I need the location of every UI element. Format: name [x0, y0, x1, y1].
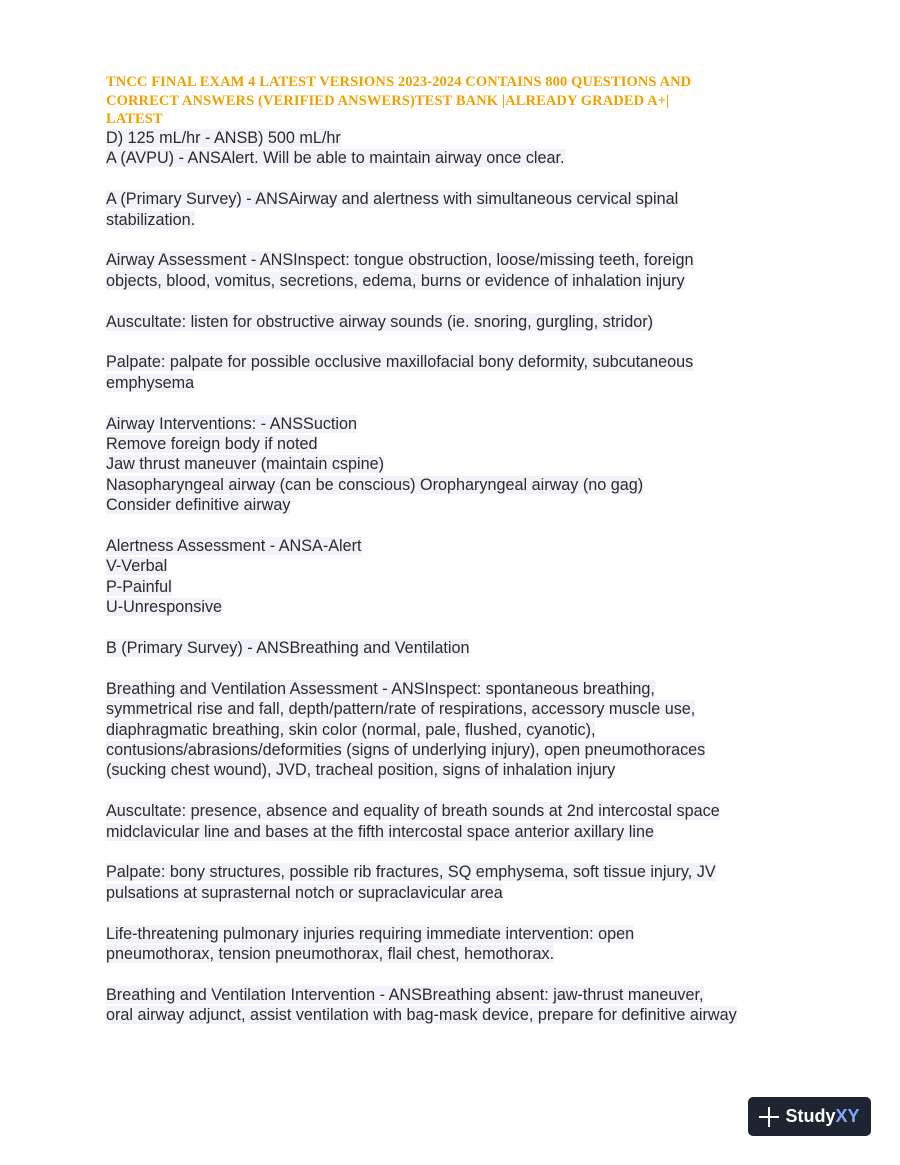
text-line: B (Primary Survey) - ANSBreathing and Ventilation: [106, 639, 470, 658]
text-line: A (AVPU) - ANSAlert. Will be able to maintain airway once clear.: [106, 149, 565, 168]
line-wrapper: [106, 312, 846, 332]
text-line: Life-threatening pulmonary injuries requiring immediate intervention: open: [106, 924, 635, 943]
text-line: Airway Assessment - ANSInspect: tongue obstruction, loose/missing teeth, foreign: [106, 251, 694, 270]
text-line: Palpate: bony structures, possible rib fractures, SQ emphysema, soft tissue injury, JV: [106, 863, 716, 882]
line-wrapper: [106, 454, 846, 474]
text-line: D) 125 mL/hr - ANSB) 500 mL/hr: [106, 129, 341, 147]
line-wrapper: [106, 189, 846, 209]
line-wrapper: [106, 760, 846, 780]
text-line: pulsations at suprasternal notch or supraclavicular area: [106, 883, 503, 902]
document-title: [106, 73, 806, 129]
text-line: stabilization.: [106, 210, 196, 229]
line-wrapper: [106, 1005, 846, 1025]
text-line: Consider definitive airway: [106, 496, 291, 515]
title-line: CORRECT ANSWERS (VERIFIED ANSWERS)TEST BANK |ALREADY GRADED A+|: [106, 92, 670, 109]
paragraph: [106, 189, 846, 230]
text-line: contusions/abrasions/deformities (signs of underlying injury), open pneumothoraces: [106, 741, 706, 760]
text-line: Breathing and Ventilation Intervention - ANSBreathing absent: jaw-thrust maneuver,: [106, 985, 704, 1004]
text-line: emphysema: [106, 373, 195, 392]
line-wrapper: [106, 740, 846, 760]
paragraph: [106, 801, 846, 842]
line-wrapper: [106, 679, 846, 699]
plus-icon: [759, 1107, 779, 1127]
text-line: Jaw thrust maneuver (maintain cspine): [106, 455, 385, 474]
studyxy-badge[interactable]: [748, 1097, 871, 1136]
text-line: Alertness Assessment - ANSA-Alert: [106, 537, 362, 556]
line-wrapper: [106, 210, 846, 230]
line-wrapper: [106, 720, 846, 740]
text-line: pneumothorax, tension pneumothorax, flail chest, hemothorax.: [106, 945, 555, 964]
line-wrapper: [106, 699, 846, 719]
text-line: P-Painful: [106, 577, 172, 596]
line-wrapper: [106, 536, 846, 556]
title-line: LATEST: [106, 111, 163, 127]
line-wrapper: [106, 373, 846, 393]
line-wrapper: [106, 148, 846, 168]
line-wrapper: [106, 822, 846, 842]
line-wrapper: [106, 475, 846, 495]
paragraph: [106, 679, 846, 781]
line-wrapper: [106, 577, 846, 597]
line-wrapper: [106, 801, 846, 821]
text-line: Remove foreign body if noted: [106, 435, 318, 454]
line-wrapper: [106, 250, 846, 270]
text-line: V-Verbal: [106, 557, 168, 576]
paragraph: [106, 352, 846, 393]
line-wrapper: [106, 434, 846, 454]
paragraph: [106, 924, 846, 965]
brand-name: [785, 1106, 859, 1127]
text-line: (sucking chest wound), JVD, tracheal position, signs of inhalation injury: [106, 761, 616, 780]
line-wrapper: [106, 495, 846, 515]
text-line: Nasopharyngeal airway (can be conscious) Oropharyngeal airway (no gag): [106, 475, 644, 494]
paragraph: [106, 862, 846, 903]
title-line: TNCC FINAL EXAM 4 LATEST VERSIONS 2023-2024 CONTAINS 800 QUESTIONS AND: [106, 74, 692, 90]
line-wrapper: [106, 638, 846, 658]
brand-main: Study: [785, 1106, 836, 1126]
paragraph: [106, 312, 846, 332]
line-wrapper: [106, 883, 846, 903]
line-wrapper: [106, 862, 846, 882]
paragraph: [106, 536, 846, 618]
text-line: U-Unresponsive: [106, 598, 223, 617]
text-line: Breathing and Ventilation Assessment - ANSInspect: spontaneous breathing,: [106, 679, 655, 698]
text-line: Auscultate: listen for obstructive airway sounds (ie. snoring, gurgling, stridor): [106, 312, 654, 331]
text-line: objects, blood, vomitus, secretions, edema, burns or evidence of inhalation injury: [106, 271, 685, 290]
text-line: diaphragmatic breathing, skin color (normal, pale, flushed, cyanotic),: [106, 720, 596, 739]
line-wrapper: [106, 597, 846, 617]
line-wrapper: [106, 556, 846, 576]
paragraph: [106, 414, 846, 516]
line-wrapper: [106, 271, 846, 291]
line-wrapper: [106, 985, 846, 1005]
paragraph: [106, 985, 846, 1026]
paragraph: [106, 250, 846, 291]
text-line: Airway Interventions: - ANSSuction: [106, 414, 358, 433]
text-line: symmetrical rise and fall, depth/pattern/rate of respirations, accessory muscle use,: [106, 700, 696, 719]
line-wrapper: [106, 128, 846, 148]
text-line: oral airway adjunct, assist ventilation with bag-mask device, prepare for definitive airway: [106, 1006, 737, 1025]
brand-accent: XY: [835, 1106, 860, 1126]
document-body: [106, 128, 846, 1046]
text-line: Palpate: palpate for possible occlusive maxillofacial bony deformity, subcutaneous: [106, 353, 694, 372]
line-wrapper: [106, 414, 846, 434]
text-line: Auscultate: presence, absence and equality of breath sounds at 2nd intercostal space: [106, 802, 720, 821]
line-wrapper: [106, 924, 846, 944]
text-line: midclavicular line and bases at the fifth intercostal space anterior axillary line: [106, 822, 654, 841]
paragraph: [106, 128, 846, 169]
text-line: A (Primary Survey) - ANSAirway and alertness with simultaneous cervical spinal: [106, 190, 679, 209]
line-wrapper: [106, 352, 846, 372]
paragraph: [106, 638, 846, 658]
line-wrapper: [106, 944, 846, 964]
